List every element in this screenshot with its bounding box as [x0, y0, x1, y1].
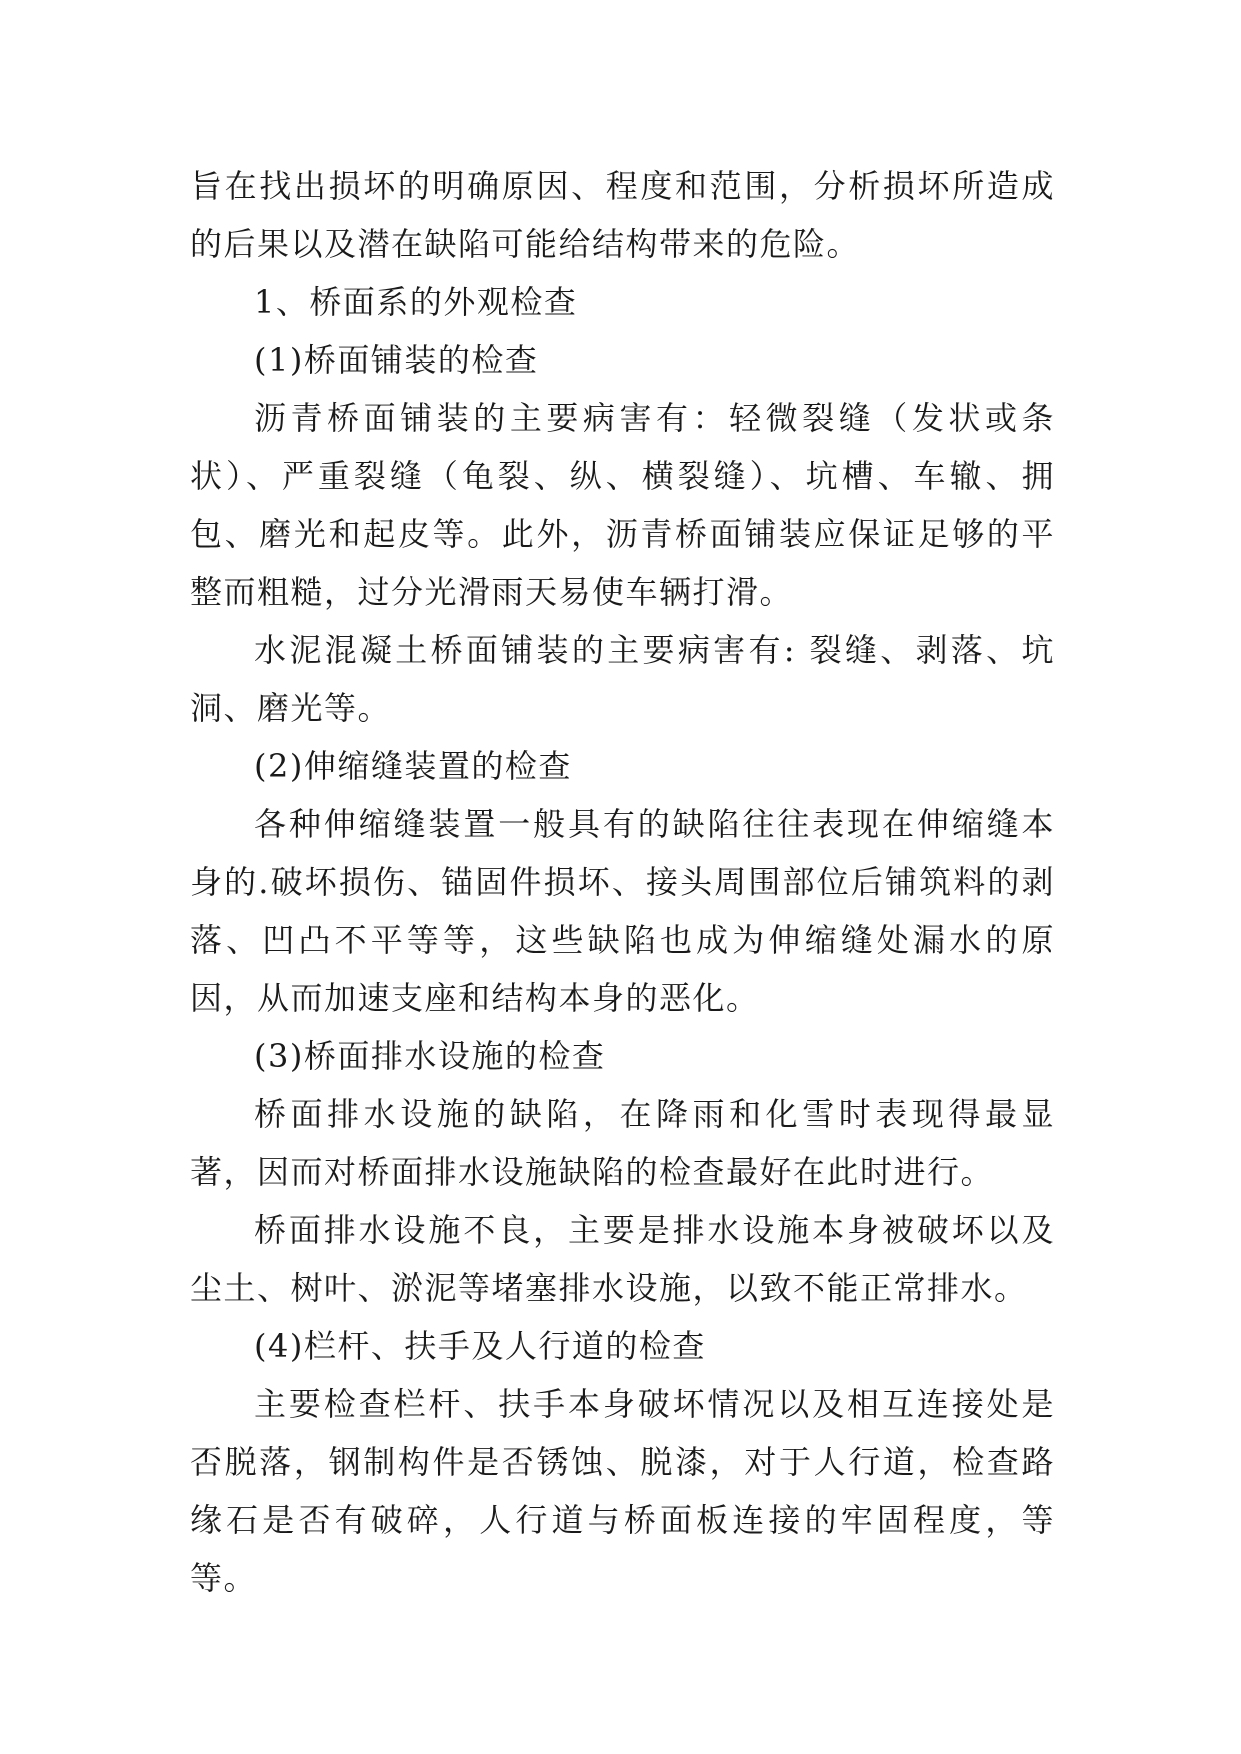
- subsection-heading-3: (3)桥面排水设施的检查: [254, 1037, 606, 1075]
- document-page: [190, 157, 1055, 1607]
- subsection-heading-1: (1)桥面铺装的检查: [254, 341, 539, 379]
- paragraph-expansion-joint: 各种伸缩缝装置一般具有的缺陷往往表现在伸缩缝本身的.破坏损伤、锚固件损坏、接头周围部位后铺筑料的剥落、凹凸不平等等，这些缺陷也成为伸缩缝处漏水的原因，从而加速支座和结构本身的恶化。: [190, 805, 1055, 1017]
- paragraph-railing-sidewalk: 主要检查栏杆、扶手本身破坏情况以及相互连接处是否脱落，钢制构件是否锈蚀、脱漆，对于人行道，检查路缘石是否有破碎，人行道与桥面板连接的牢固程度，等等。: [190, 1385, 1055, 1597]
- subsection-heading-4: (4)栏杆、扶手及人行道的检查: [254, 1327, 706, 1365]
- paragraph-asphalt-paving: 沥青桥面铺装的主要病害有：轻微裂缝（发状或条状）、严重裂缝（龟裂、纵、横裂缝）、坑槽、车辙、拥包、磨光和起皮等。此外，沥青桥面铺装应保证足够的平整而粗糙，过分光滑雨天易使车辆打滑。: [190, 399, 1055, 611]
- paragraph-drainage-poor: 桥面排水设施不良，主要是排水设施本身被破坏以及尘土、树叶、淤泥等堵塞排水设施，以致不能正常排水。: [190, 1211, 1055, 1307]
- paragraph-concrete-paving: 水泥混凝土桥面铺装的主要病害有: 裂缝、剥落、坑洞、磨光等。: [190, 631, 1055, 727]
- paragraph-continuation: 旨在找出损坏的明确原因、程度和范围，分析损坏所造成的后果以及潜在缺陷可能给结构带来的危险。: [190, 167, 1055, 263]
- section-heading-1: 1、桥面系的外观检查: [254, 283, 578, 321]
- paragraph-drainage-defects: 桥面排水设施的缺陷，在降雨和化雪时表现得最显著，因而对桥面排水设施缺陷的检查最好在此时进行。: [190, 1095, 1055, 1191]
- subsection-heading-2: (2)伸缩缝装置的检查: [254, 747, 572, 785]
